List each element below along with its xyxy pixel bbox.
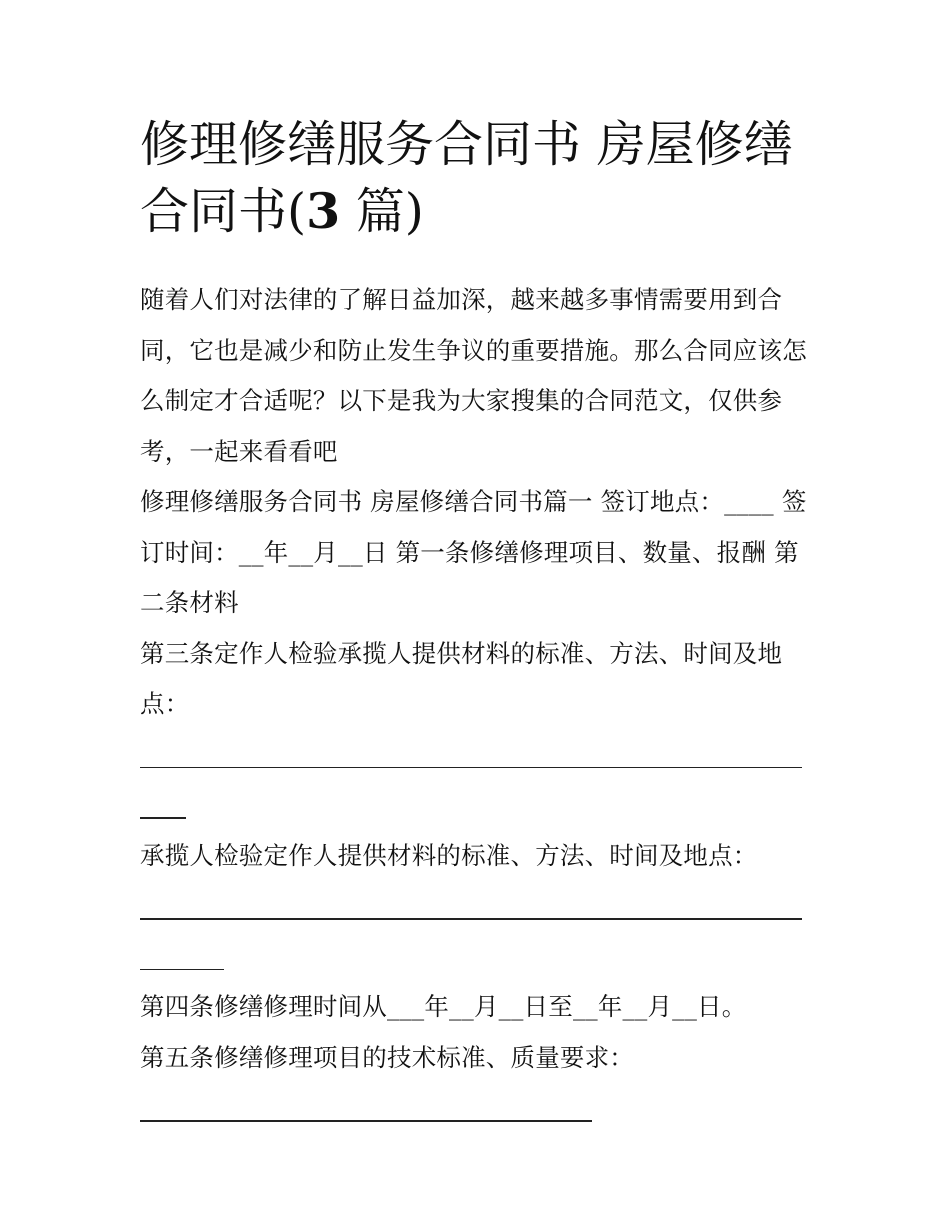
title-count: 3 [306,182,341,240]
clause-four-paragraph: 第四条修缮修理时间从___年__月__日至__年__月__日。 [140,992,747,1021]
document-content [140,112,812,1134]
fill-in-blank-2 [140,881,812,982]
contractor-inspection-paragraph: 承揽人检验定作人提供材料的标准、方法、时间及地点： [140,840,758,870]
fill-in-blank-3 [140,1083,812,1134]
intro-paragraph: 随着人们对法律的了解日益加深，越来越多事情需要用到合同，它也是减少和防止发生争议的重要措施。那么合同应该怎么制定才合适呢？以下是我为大家搜集的合同范文，仅供参考，一起来看看吧 [140,285,807,466]
title-text-1: 修理修缮服务合同书 房屋修缮合同书( [140,116,793,240]
fill-in-blank-1 [140,730,812,831]
title-text-2: 篇) [340,183,424,240]
clause-three-paragraph: 第三条定作人检验承揽人提供材料的标准、方法、时间及地点： [140,638,783,718]
clause-one-two-paragraph: 修理修缮服务合同书 房屋修缮合同书篇一 签订地点：____ 签订时间：__年__月__日 第一条修缮修理项目、数量、报酬 第二条材料 [140,487,807,617]
clause-five-paragraph: 第五条修缮修理项目的技术标准、质量要求： [140,1042,634,1072]
document-body [140,275,812,1134]
document-title [140,112,812,245]
